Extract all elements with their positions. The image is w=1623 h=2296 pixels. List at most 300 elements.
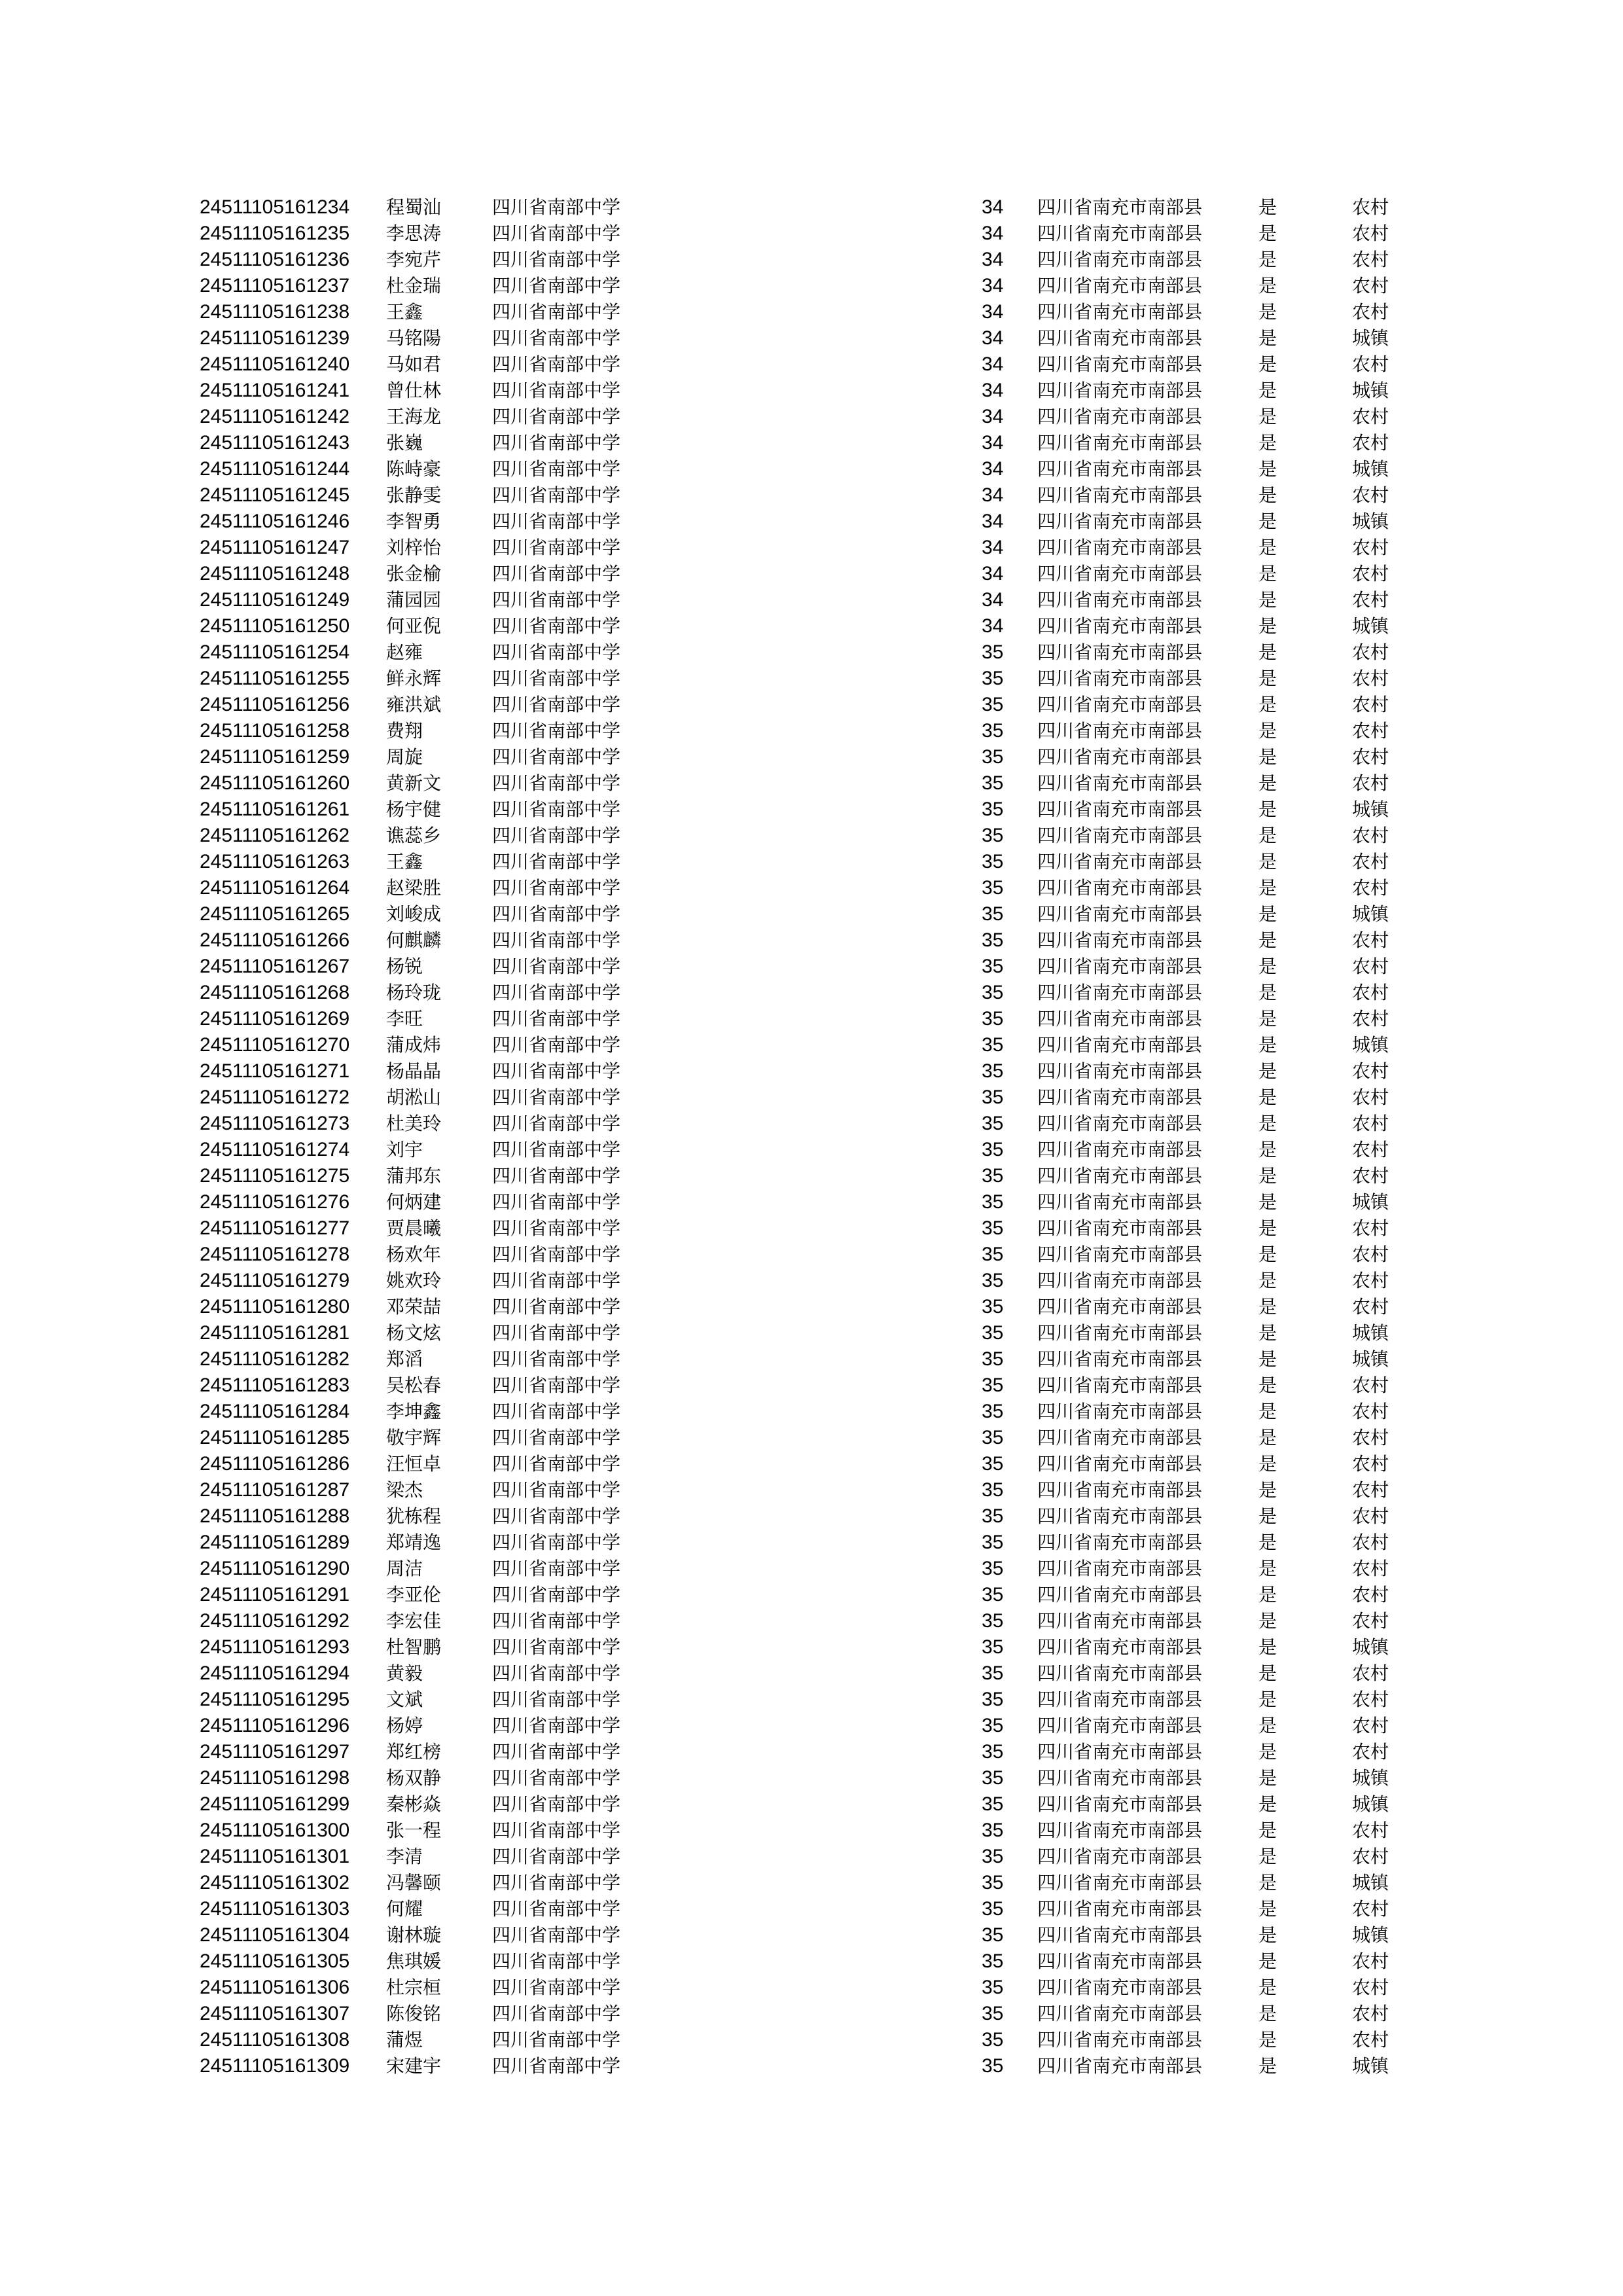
household-type: 城镇 [1352, 1034, 1389, 1056]
eligibility-flag: 是 [1258, 825, 1277, 846]
region-name: 四川省南充市南部县 [1037, 1348, 1203, 1370]
school-name: 四川省南部中学 [492, 2055, 621, 2077]
household-type: 农村 [1352, 720, 1389, 742]
student-name: 鲜永辉 [386, 668, 442, 689]
score-value: 34 [982, 380, 1004, 401]
student-id: 24511105161266 [200, 929, 350, 951]
student-name: 王海龙 [386, 406, 442, 427]
student-id: 24511105161294 [200, 1662, 350, 1684]
eligibility-flag: 是 [1258, 1008, 1277, 1030]
household-type: 农村 [1352, 1165, 1389, 1187]
region-name: 四川省南充市南部县 [1037, 1165, 1203, 1187]
school-name: 四川省南部中学 [492, 223, 621, 244]
student-name: 李宛芹 [386, 249, 442, 270]
table-row [0, 2001, 1623, 2027]
household-type: 农村 [1352, 1584, 1389, 1605]
student-id: 24511105161297 [200, 1741, 350, 1763]
region-name: 四川省南充市南部县 [1037, 1793, 1203, 1815]
student-name: 胡淞山 [386, 1086, 442, 1108]
table-row [0, 299, 1623, 325]
region-name: 四川省南充市南部县 [1037, 432, 1203, 454]
household-type: 农村 [1352, 1060, 1389, 1082]
student-id: 24511105161307 [200, 2003, 350, 2024]
student-id: 24511105161298 [200, 1767, 350, 1789]
student-id: 24511105161256 [200, 694, 350, 715]
household-type: 城镇 [1352, 798, 1389, 820]
eligibility-flag: 是 [1258, 1505, 1277, 1527]
score-value: 35 [982, 2055, 1004, 2077]
student-name: 秦彬焱 [386, 1793, 442, 1815]
household-type: 农村 [1352, 1846, 1389, 1867]
score-value: 35 [982, 1060, 1004, 1082]
student-id: 24511105161293 [200, 1636, 350, 1658]
region-name: 四川省南充市南部县 [1037, 1191, 1203, 1213]
score-value: 35 [982, 851, 1004, 872]
score-value: 34 [982, 275, 1004, 296]
eligibility-flag: 是 [1258, 1532, 1277, 1553]
school-name: 四川省南部中学 [492, 720, 621, 742]
household-type: 农村 [1352, 223, 1389, 244]
student-name: 李宏佳 [386, 1610, 442, 1632]
student-list [0, 194, 1623, 2079]
student-id: 24511105161308 [200, 2029, 350, 2051]
region-name: 四川省南充市南部县 [1037, 746, 1203, 768]
eligibility-flag: 是 [1258, 668, 1277, 689]
student-id: 24511105161241 [200, 380, 350, 401]
student-id: 24511105161267 [200, 956, 350, 977]
school-name: 四川省南部中学 [492, 1401, 621, 1422]
score-value: 34 [982, 353, 1004, 375]
school-name: 四川省南部中学 [492, 694, 621, 715]
student-id: 24511105161274 [200, 1139, 350, 1160]
region-name: 四川省南充市南部县 [1037, 563, 1203, 584]
student-id: 24511105161290 [200, 1558, 350, 1579]
table-row [0, 378, 1623, 404]
student-id: 24511105161284 [200, 1401, 350, 1422]
table-row [0, 1006, 1623, 1032]
region-name: 四川省南充市南部县 [1037, 1872, 1203, 1893]
student-id: 24511105161236 [200, 249, 350, 270]
table-row [0, 1137, 1623, 1163]
student-name: 汪恒卓 [386, 1453, 442, 1475]
score-value: 35 [982, 1689, 1004, 1710]
region-name: 四川省南充市南部县 [1037, 903, 1203, 925]
eligibility-flag: 是 [1258, 798, 1277, 820]
table-row [0, 247, 1623, 273]
eligibility-flag: 是 [1258, 851, 1277, 872]
household-type: 城镇 [1352, 1924, 1389, 1946]
score-value: 34 [982, 484, 1004, 506]
student-id: 24511105161254 [200, 641, 350, 663]
school-name: 四川省南部中学 [492, 1479, 621, 1501]
score-value: 35 [982, 1139, 1004, 1160]
eligibility-flag: 是 [1258, 1296, 1277, 1318]
school-name: 四川省南部中学 [492, 380, 621, 401]
eligibility-flag: 是 [1258, 1427, 1277, 1448]
region-name: 四川省南充市南部县 [1037, 798, 1203, 820]
table-row [0, 1687, 1623, 1713]
household-type: 农村 [1352, 641, 1389, 663]
region-name: 四川省南充市南部县 [1037, 196, 1203, 218]
household-type: 农村 [1352, 1296, 1389, 1318]
table-row [0, 849, 1623, 875]
table-row [0, 639, 1623, 666]
student-name: 吴松春 [386, 1374, 442, 1396]
eligibility-flag: 是 [1258, 1872, 1277, 1893]
student-id: 24511105161258 [200, 720, 350, 742]
table-row [0, 1844, 1623, 1870]
table-row [0, 2053, 1623, 2079]
score-value: 35 [982, 1662, 1004, 1684]
eligibility-flag: 是 [1258, 1924, 1277, 1946]
household-type: 农村 [1352, 1898, 1389, 1920]
table-row [0, 954, 1623, 980]
table-row [0, 2027, 1623, 2053]
student-name: 杜美玲 [386, 1113, 442, 1134]
student-name: 敬宇辉 [386, 1427, 442, 1448]
score-value: 35 [982, 1950, 1004, 1972]
score-value: 34 [982, 589, 1004, 611]
student-id: 24511105161247 [200, 537, 350, 558]
household-type: 农村 [1352, 1715, 1389, 1736]
table-row [0, 1189, 1623, 1215]
score-value: 35 [982, 1715, 1004, 1736]
region-name: 四川省南充市南部县 [1037, 1270, 1203, 1291]
table-row [0, 744, 1623, 770]
school-name: 四川省南部中学 [492, 772, 621, 794]
region-name: 四川省南充市南部县 [1037, 1479, 1203, 1501]
school-name: 四川省南部中学 [492, 484, 621, 506]
student-name: 何亚倪 [386, 615, 442, 637]
student-id: 24511105161234 [200, 196, 350, 218]
region-name: 四川省南充市南部县 [1037, 1950, 1203, 1972]
score-value: 35 [982, 1610, 1004, 1632]
eligibility-flag: 是 [1258, 406, 1277, 427]
household-type: 农村 [1352, 746, 1389, 768]
table-row [0, 1032, 1623, 1058]
table-row [0, 666, 1623, 692]
school-name: 四川省南部中学 [492, 589, 621, 611]
student-name: 杨晶晶 [386, 1060, 442, 1082]
school-name: 四川省南部中学 [492, 511, 621, 532]
student-id: 24511105161259 [200, 746, 350, 768]
region-name: 四川省南充市南部县 [1037, 772, 1203, 794]
school-name: 四川省南部中学 [492, 1532, 621, 1553]
school-name: 四川省南部中学 [492, 1270, 621, 1291]
score-value: 35 [982, 1846, 1004, 1867]
region-name: 四川省南充市南部县 [1037, 956, 1203, 977]
eligibility-flag: 是 [1258, 1479, 1277, 1501]
student-id: 24511105161246 [200, 511, 350, 532]
school-name: 四川省南部中学 [492, 327, 621, 349]
student-name: 郑滔 [386, 1348, 423, 1370]
school-name: 四川省南部中学 [492, 1244, 621, 1265]
student-name: 焦琪媛 [386, 1950, 442, 1972]
eligibility-flag: 是 [1258, 537, 1277, 558]
student-id: 24511105161292 [200, 1610, 350, 1632]
student-id: 24511105161299 [200, 1793, 350, 1815]
student-name: 马铭陽 [386, 327, 442, 349]
student-name: 杨锐 [386, 956, 423, 977]
region-name: 四川省南充市南部县 [1037, 1610, 1203, 1632]
eligibility-flag: 是 [1258, 1689, 1277, 1710]
eligibility-flag: 是 [1258, 1165, 1277, 1187]
eligibility-flag: 是 [1258, 249, 1277, 270]
student-id: 24511105161242 [200, 406, 350, 427]
eligibility-flag: 是 [1258, 1322, 1277, 1344]
score-value: 35 [982, 641, 1004, 663]
eligibility-flag: 是 [1258, 2029, 1277, 2051]
household-type: 农村 [1352, 537, 1389, 558]
eligibility-flag: 是 [1258, 1217, 1277, 1239]
school-name: 四川省南部中学 [492, 537, 621, 558]
student-name: 贾晨曦 [386, 1217, 442, 1239]
region-name: 四川省南充市南部县 [1037, 353, 1203, 375]
household-type: 农村 [1352, 1453, 1389, 1475]
region-name: 四川省南充市南部县 [1037, 1374, 1203, 1396]
eligibility-flag: 是 [1258, 511, 1277, 532]
student-name: 杜金瑞 [386, 275, 442, 296]
household-type: 农村 [1352, 1244, 1389, 1265]
eligibility-flag: 是 [1258, 2055, 1277, 2077]
table-row [0, 1242, 1623, 1268]
score-value: 35 [982, 1427, 1004, 1448]
student-id: 24511105161304 [200, 1924, 350, 1946]
region-name: 四川省南充市南部县 [1037, 380, 1203, 401]
school-name: 四川省南部中学 [492, 641, 621, 663]
table-row [0, 901, 1623, 927]
score-value: 35 [982, 1479, 1004, 1501]
student-id: 24511105161262 [200, 825, 350, 846]
region-name: 四川省南充市南部县 [1037, 2003, 1203, 2024]
region-name: 四川省南充市南部县 [1037, 2055, 1203, 2077]
school-name: 四川省南部中学 [492, 825, 621, 846]
table-row [0, 456, 1623, 482]
household-type: 城镇 [1352, 615, 1389, 637]
household-type: 农村 [1352, 196, 1389, 218]
student-id: 24511105161303 [200, 1898, 350, 1920]
table-row [0, 1058, 1623, 1085]
student-id: 24511105161264 [200, 877, 350, 899]
score-value: 35 [982, 1165, 1004, 1187]
school-name: 四川省南部中学 [492, 1453, 621, 1475]
score-value: 34 [982, 327, 1004, 349]
school-name: 四川省南部中学 [492, 563, 621, 584]
school-name: 四川省南部中学 [492, 1924, 621, 1946]
eligibility-flag: 是 [1258, 1767, 1277, 1789]
student-id: 24511105161238 [200, 301, 350, 323]
table-row [0, 1765, 1623, 1791]
table-row [0, 535, 1623, 561]
student-id: 24511105161240 [200, 353, 350, 375]
student-id: 24511105161265 [200, 903, 350, 925]
household-type: 农村 [1352, 1505, 1389, 1527]
score-value: 34 [982, 563, 1004, 584]
region-name: 四川省南充市南部县 [1037, 301, 1203, 323]
household-type: 农村 [1352, 1741, 1389, 1763]
student-name: 黄毅 [386, 1662, 423, 1684]
school-name: 四川省南部中学 [492, 458, 621, 480]
region-name: 四川省南充市南部县 [1037, 1139, 1203, 1160]
household-type: 农村 [1352, 301, 1389, 323]
student-name: 杨欢年 [386, 1244, 442, 1265]
table-row [0, 1739, 1623, 1765]
eligibility-flag: 是 [1258, 353, 1277, 375]
table-row [0, 561, 1623, 587]
table-row [0, 325, 1623, 351]
school-name: 四川省南部中学 [492, 1977, 621, 1998]
region-name: 四川省南充市南部县 [1037, 1689, 1203, 1710]
household-type: 农村 [1352, 1479, 1389, 1501]
student-name: 刘峻成 [386, 903, 442, 925]
household-type: 农村 [1352, 275, 1389, 296]
region-name: 四川省南充市南部县 [1037, 1898, 1203, 1920]
score-value: 35 [982, 1401, 1004, 1422]
student-name: 杜宗桓 [386, 1977, 442, 1998]
eligibility-flag: 是 [1258, 956, 1277, 977]
region-name: 四川省南充市南部县 [1037, 1296, 1203, 1318]
region-name: 四川省南充市南部县 [1037, 1532, 1203, 1553]
score-value: 35 [982, 1767, 1004, 1789]
table-row [0, 1346, 1623, 1372]
eligibility-flag: 是 [1258, 327, 1277, 349]
school-name: 四川省南部中学 [492, 353, 621, 375]
school-name: 四川省南部中学 [492, 249, 621, 270]
student-id: 24511105161260 [200, 772, 350, 794]
eligibility-flag: 是 [1258, 877, 1277, 899]
student-name: 邓荣喆 [386, 1296, 442, 1318]
student-name: 谯蕊乡 [386, 825, 442, 846]
region-name: 四川省南充市南部县 [1037, 406, 1203, 427]
school-name: 四川省南部中学 [492, 1846, 621, 1867]
school-name: 四川省南部中学 [492, 615, 621, 637]
table-row [0, 692, 1623, 718]
region-name: 四川省南充市南部县 [1037, 1584, 1203, 1605]
table-row [0, 1399, 1623, 1425]
score-value: 35 [982, 694, 1004, 715]
household-type: 农村 [1352, 1610, 1389, 1632]
score-value: 35 [982, 1505, 1004, 1527]
table-row [0, 1791, 1623, 1818]
household-type: 农村 [1352, 1689, 1389, 1710]
eligibility-flag: 是 [1258, 1610, 1277, 1632]
student-name: 李坤鑫 [386, 1401, 442, 1422]
score-value: 34 [982, 301, 1004, 323]
household-type: 城镇 [1352, 2055, 1389, 2077]
student-id: 24511105161306 [200, 1977, 350, 1998]
table-row [0, 1215, 1623, 1242]
school-name: 四川省南部中学 [492, 1427, 621, 1448]
eligibility-flag: 是 [1258, 1060, 1277, 1082]
table-row [0, 1975, 1623, 2001]
region-name: 四川省南充市南部县 [1037, 249, 1203, 270]
region-name: 四川省南充市南部县 [1037, 1636, 1203, 1658]
student-name: 冯馨颐 [386, 1872, 442, 1893]
score-value: 35 [982, 1453, 1004, 1475]
eligibility-flag: 是 [1258, 1113, 1277, 1134]
household-type: 农村 [1352, 1427, 1389, 1448]
eligibility-flag: 是 [1258, 1558, 1277, 1579]
student-id: 24511105161279 [200, 1270, 350, 1291]
region-name: 四川省南充市南部县 [1037, 1453, 1203, 1475]
student-id: 24511105161302 [200, 1872, 350, 1893]
household-type: 城镇 [1352, 1322, 1389, 1344]
eligibility-flag: 是 [1258, 1453, 1277, 1475]
eligibility-flag: 是 [1258, 1374, 1277, 1396]
eligibility-flag: 是 [1258, 1401, 1277, 1422]
school-name: 四川省南部中学 [492, 1793, 621, 1815]
household-type: 农村 [1352, 484, 1389, 506]
score-value: 35 [982, 1348, 1004, 1370]
student-name: 雍洪斌 [386, 694, 442, 715]
school-name: 四川省南部中学 [492, 1689, 621, 1710]
school-name: 四川省南部中学 [492, 1165, 621, 1187]
score-value: 35 [982, 668, 1004, 689]
score-value: 35 [982, 982, 1004, 1003]
household-type: 农村 [1352, 1113, 1389, 1134]
eligibility-flag: 是 [1258, 380, 1277, 401]
score-value: 35 [982, 798, 1004, 820]
student-id: 24511105161250 [200, 615, 350, 637]
school-name: 四川省南部中学 [492, 1139, 621, 1160]
table-row [0, 194, 1623, 221]
eligibility-flag: 是 [1258, 641, 1277, 663]
score-value: 35 [982, 1584, 1004, 1605]
student-name: 刘梓怡 [386, 537, 442, 558]
household-type: 城镇 [1352, 380, 1389, 401]
household-type: 城镇 [1352, 327, 1389, 349]
student-name: 蒲邦东 [386, 1165, 442, 1187]
score-value: 34 [982, 249, 1004, 270]
school-name: 四川省南部中学 [492, 406, 621, 427]
student-id: 24511105161261 [200, 798, 350, 820]
school-name: 四川省南部中学 [492, 956, 621, 977]
student-id: 24511105161285 [200, 1427, 350, 1448]
region-name: 四川省南充市南部县 [1037, 668, 1203, 689]
eligibility-flag: 是 [1258, 484, 1277, 506]
student-id: 24511105161287 [200, 1479, 350, 1501]
student-name: 王鑫 [386, 851, 423, 872]
table-row [0, 613, 1623, 639]
household-type: 农村 [1352, 1662, 1389, 1684]
region-name: 四川省南充市南部县 [1037, 720, 1203, 742]
school-name: 四川省南部中学 [492, 1217, 621, 1239]
student-id: 24511105161271 [200, 1060, 350, 1082]
household-type: 农村 [1352, 1532, 1389, 1553]
table-row [0, 1660, 1623, 1687]
eligibility-flag: 是 [1258, 1348, 1277, 1370]
score-value: 34 [982, 511, 1004, 532]
school-name: 四川省南部中学 [492, 1610, 621, 1632]
region-name: 四川省南充市南部县 [1037, 1820, 1203, 1841]
student-id: 24511105161263 [200, 851, 350, 872]
student-id: 24511105161282 [200, 1348, 350, 1370]
eligibility-flag: 是 [1258, 903, 1277, 925]
score-value: 35 [982, 1558, 1004, 1579]
score-value: 35 [982, 746, 1004, 768]
school-name: 四川省南部中学 [492, 1872, 621, 1893]
student-id: 24511105161249 [200, 589, 350, 611]
table-row [0, 1713, 1623, 1739]
table-row [0, 875, 1623, 901]
score-value: 35 [982, 825, 1004, 846]
student-name: 谢林璇 [386, 1924, 442, 1946]
score-value: 35 [982, 2029, 1004, 2051]
school-name: 四川省南部中学 [492, 1060, 621, 1082]
student-name: 李思涛 [386, 223, 442, 244]
region-name: 四川省南充市南部县 [1037, 1977, 1203, 1998]
student-id: 24511105161275 [200, 1165, 350, 1187]
